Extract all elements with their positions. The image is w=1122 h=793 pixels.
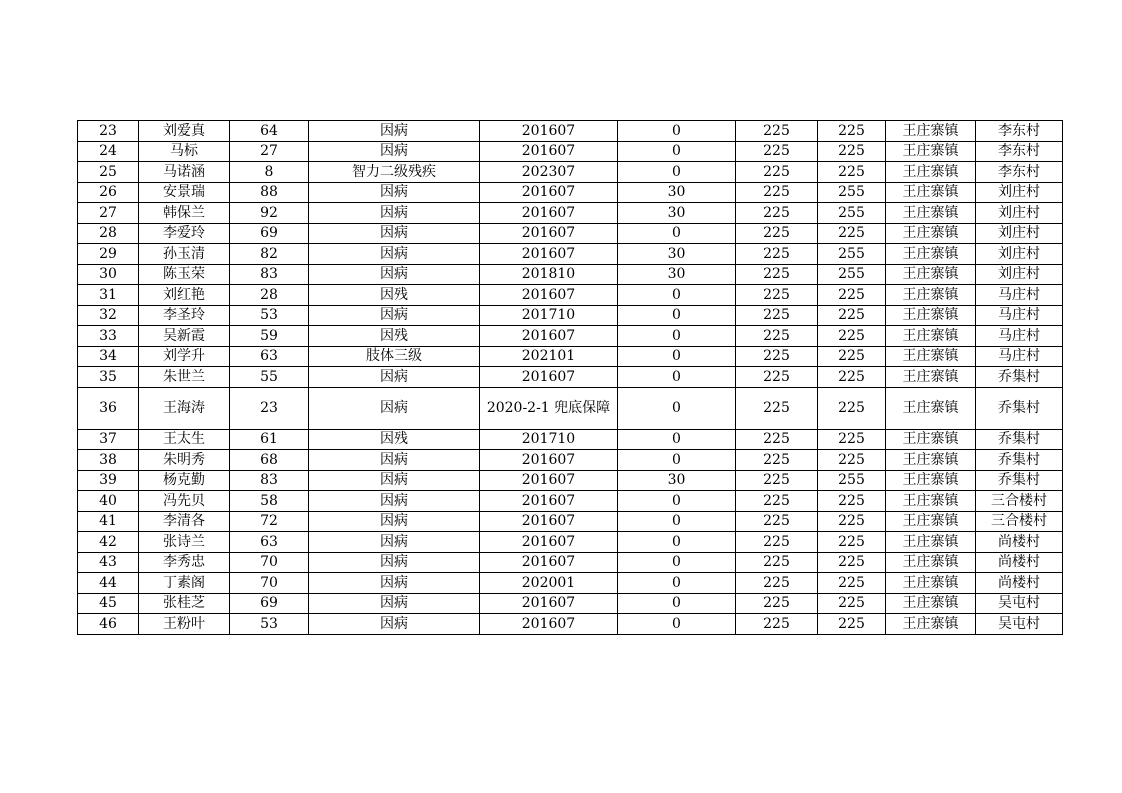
cell-reason: 因病 (309, 367, 480, 388)
cell-subsidy-total: 225 (818, 121, 886, 142)
cell-subsidy-base: 225 (736, 387, 818, 429)
cell-subsidy-extra: 0 (618, 367, 736, 388)
cell-subsidy-extra: 0 (618, 573, 736, 594)
cell-serial-number: 42 (78, 532, 139, 553)
cell-village: 三合楼村 (976, 511, 1063, 532)
cell-age: 70 (230, 552, 309, 573)
cell-start-date: 201607 (480, 593, 618, 614)
cell-town: 王庄寨镇 (886, 285, 976, 306)
cell-age: 63 (230, 532, 309, 553)
table-row (78, 305, 1063, 326)
cell-town: 王庄寨镇 (886, 244, 976, 265)
data-table (77, 120, 1063, 635)
cell-age: 63 (230, 346, 309, 367)
cell-village: 李东村 (976, 141, 1063, 162)
table-row (78, 203, 1063, 224)
table-row (78, 511, 1063, 532)
table-row (78, 264, 1063, 285)
cell-age: 83 (230, 264, 309, 285)
cell-town: 王庄寨镇 (886, 450, 976, 471)
cell-name: 刘红艳 (139, 285, 230, 306)
cell-subsidy-base: 225 (736, 244, 818, 265)
cell-subsidy-base: 225 (736, 121, 818, 142)
table-body (78, 121, 1063, 635)
cell-subsidy-extra: 0 (618, 511, 736, 532)
cell-subsidy-total: 225 (818, 593, 886, 614)
cell-subsidy-extra: 30 (618, 470, 736, 491)
cell-start-date: 202001 (480, 573, 618, 594)
cell-subsidy-base: 225 (736, 264, 818, 285)
cell-serial-number: 30 (78, 264, 139, 285)
table-row (78, 491, 1063, 512)
cell-age: 69 (230, 593, 309, 614)
cell-village: 乔集村 (976, 387, 1063, 429)
cell-town: 王庄寨镇 (886, 614, 976, 635)
cell-start-date: 201607 (480, 285, 618, 306)
table-row (78, 450, 1063, 471)
cell-reason: 因病 (309, 573, 480, 594)
cell-age: 83 (230, 470, 309, 491)
cell-age: 82 (230, 244, 309, 265)
cell-serial-number: 24 (78, 141, 139, 162)
cell-town: 王庄寨镇 (886, 532, 976, 553)
cell-subsidy-extra: 30 (618, 203, 736, 224)
cell-subsidy-extra: 0 (618, 305, 736, 326)
cell-reason: 因病 (309, 182, 480, 203)
cell-start-date: 202101 (480, 346, 618, 367)
cell-town: 王庄寨镇 (886, 264, 976, 285)
cell-subsidy-extra: 0 (618, 450, 736, 471)
cell-start-date: 201607 (480, 141, 618, 162)
cell-start-date: 201607 (480, 552, 618, 573)
cell-town: 王庄寨镇 (886, 511, 976, 532)
cell-name: 李爱玲 (139, 223, 230, 244)
table-row (78, 223, 1063, 244)
cell-village: 刘庄村 (976, 264, 1063, 285)
cell-name: 李圣玲 (139, 305, 230, 326)
cell-age: 72 (230, 511, 309, 532)
cell-town: 王庄寨镇 (886, 552, 976, 573)
cell-subsidy-total: 255 (818, 470, 886, 491)
cell-subsidy-extra: 0 (618, 141, 736, 162)
table-row (78, 532, 1063, 553)
cell-subsidy-base: 225 (736, 593, 818, 614)
cell-subsidy-base: 225 (736, 326, 818, 347)
cell-subsidy-total: 225 (818, 326, 886, 347)
cell-subsidy-total: 225 (818, 285, 886, 306)
cell-start-date: 201607 (480, 121, 618, 142)
cell-village: 尚楼村 (976, 532, 1063, 553)
cell-village: 李东村 (976, 121, 1063, 142)
cell-subsidy-base: 225 (736, 491, 818, 512)
cell-age: 53 (230, 614, 309, 635)
cell-reason: 智力二级残疾 (309, 162, 480, 183)
table-row (78, 121, 1063, 142)
cell-village: 乔集村 (976, 470, 1063, 491)
cell-subsidy-total: 225 (818, 346, 886, 367)
cell-subsidy-total: 225 (818, 552, 886, 573)
cell-reason: 因病 (309, 264, 480, 285)
cell-reason: 因病 (309, 305, 480, 326)
cell-town: 王庄寨镇 (886, 346, 976, 367)
table-row (78, 593, 1063, 614)
table-row (78, 141, 1063, 162)
cell-age: 92 (230, 203, 309, 224)
cell-subsidy-total: 225 (818, 141, 886, 162)
cell-town: 王庄寨镇 (886, 121, 976, 142)
cell-age: 58 (230, 491, 309, 512)
cell-reason: 因病 (309, 223, 480, 244)
cell-start-date: 201607 (480, 182, 618, 203)
cell-age: 68 (230, 450, 309, 471)
cell-serial-number: 34 (78, 346, 139, 367)
cell-reason: 因残 (309, 429, 480, 450)
cell-serial-number: 35 (78, 367, 139, 388)
cell-name: 朱明秀 (139, 450, 230, 471)
cell-name: 刘爱真 (139, 121, 230, 142)
table-row (78, 244, 1063, 265)
cell-subsidy-total: 225 (818, 305, 886, 326)
table-row (78, 346, 1063, 367)
cell-subsidy-total: 225 (818, 162, 886, 183)
cell-name: 刘学升 (139, 346, 230, 367)
cell-subsidy-base: 225 (736, 346, 818, 367)
table-row (78, 573, 1063, 594)
cell-reason: 因病 (309, 141, 480, 162)
cell-town: 王庄寨镇 (886, 141, 976, 162)
cell-subsidy-extra: 30 (618, 244, 736, 265)
cell-start-date: 201607 (480, 367, 618, 388)
cell-reason: 因病 (309, 532, 480, 553)
cell-name: 张桂芝 (139, 593, 230, 614)
cell-subsidy-extra: 0 (618, 614, 736, 635)
cell-age: 88 (230, 182, 309, 203)
cell-town: 王庄寨镇 (886, 573, 976, 594)
cell-name: 李秀忠 (139, 552, 230, 573)
table-row (78, 162, 1063, 183)
cell-village: 马庄村 (976, 285, 1063, 306)
cell-start-date: 201710 (480, 305, 618, 326)
cell-name: 冯先贝 (139, 491, 230, 512)
cell-subsidy-total: 225 (818, 367, 886, 388)
cell-reason: 因病 (309, 511, 480, 532)
cell-start-date: 201607 (480, 223, 618, 244)
cell-age: 64 (230, 121, 309, 142)
cell-start-date: 201607 (480, 532, 618, 553)
cell-village: 刘庄村 (976, 203, 1063, 224)
cell-start-date: 201607 (480, 511, 618, 532)
cell-subsidy-base: 225 (736, 223, 818, 244)
cell-reason: 因病 (309, 450, 480, 471)
cell-subsidy-extra: 0 (618, 532, 736, 553)
cell-reason: 因病 (309, 244, 480, 265)
table-row (78, 367, 1063, 388)
cell-town: 王庄寨镇 (886, 593, 976, 614)
cell-name: 马诺涵 (139, 162, 230, 183)
cell-name: 张诗兰 (139, 532, 230, 553)
cell-subsidy-extra: 30 (618, 182, 736, 203)
cell-subsidy-extra: 0 (618, 285, 736, 306)
cell-village: 刘庄村 (976, 223, 1063, 244)
cell-reason: 肢体三级 (309, 346, 480, 367)
cell-serial-number: 31 (78, 285, 139, 306)
cell-age: 70 (230, 573, 309, 594)
cell-reason: 因病 (309, 387, 480, 429)
cell-town: 王庄寨镇 (886, 470, 976, 491)
cell-age: 55 (230, 367, 309, 388)
cell-subsidy-base: 225 (736, 573, 818, 594)
cell-subsidy-extra: 0 (618, 121, 736, 142)
cell-reason: 因残 (309, 326, 480, 347)
cell-town: 王庄寨镇 (886, 367, 976, 388)
cell-reason: 因病 (309, 203, 480, 224)
cell-reason: 因病 (309, 491, 480, 512)
cell-serial-number: 32 (78, 305, 139, 326)
cell-village: 马庄村 (976, 346, 1063, 367)
cell-subsidy-base: 225 (736, 532, 818, 553)
cell-subsidy-extra: 0 (618, 346, 736, 367)
cell-village: 乔集村 (976, 429, 1063, 450)
cell-reason: 因病 (309, 593, 480, 614)
cell-name: 陈玉荣 (139, 264, 230, 285)
cell-town: 王庄寨镇 (886, 491, 976, 512)
cell-name: 韩保兰 (139, 203, 230, 224)
cell-start-date: 201607 (480, 203, 618, 224)
cell-reason: 因病 (309, 614, 480, 635)
cell-age: 27 (230, 141, 309, 162)
cell-age: 59 (230, 326, 309, 347)
cell-subsidy-total: 225 (818, 532, 886, 553)
cell-age: 53 (230, 305, 309, 326)
cell-subsidy-base: 225 (736, 285, 818, 306)
cell-subsidy-total: 225 (818, 614, 886, 635)
cell-subsidy-base: 225 (736, 162, 818, 183)
cell-subsidy-total: 225 (818, 511, 886, 532)
cell-subsidy-base: 225 (736, 511, 818, 532)
cell-start-date: 201607 (480, 450, 618, 471)
table-row (78, 470, 1063, 491)
cell-village: 吴屯村 (976, 614, 1063, 635)
cell-serial-number: 39 (78, 470, 139, 491)
cell-start-date: 201607 (480, 326, 618, 347)
table-row (78, 429, 1063, 450)
cell-subsidy-total: 255 (818, 182, 886, 203)
cell-age: 8 (230, 162, 309, 183)
cell-start-date: 201710 (480, 429, 618, 450)
cell-subsidy-base: 225 (736, 614, 818, 635)
cell-subsidy-base: 225 (736, 450, 818, 471)
table-row (78, 387, 1063, 429)
cell-start-date: 2020-2-1 兜底保障 (480, 387, 618, 429)
cell-serial-number: 28 (78, 223, 139, 244)
cell-start-date: 201607 (480, 614, 618, 635)
cell-reason: 因病 (309, 121, 480, 142)
cell-subsidy-extra: 0 (618, 491, 736, 512)
cell-serial-number: 37 (78, 429, 139, 450)
cell-age: 23 (230, 387, 309, 429)
table-row (78, 552, 1063, 573)
cell-village: 马庄村 (976, 305, 1063, 326)
cell-name: 王粉叶 (139, 614, 230, 635)
cell-reason: 因病 (309, 552, 480, 573)
cell-village: 三合楼村 (976, 491, 1063, 512)
cell-village: 尚楼村 (976, 552, 1063, 573)
cell-subsidy-extra: 0 (618, 223, 736, 244)
cell-village: 马庄村 (976, 326, 1063, 347)
cell-subsidy-base: 225 (736, 367, 818, 388)
cell-age: 69 (230, 223, 309, 244)
cell-name: 马标 (139, 141, 230, 162)
cell-serial-number: 44 (78, 573, 139, 594)
cell-town: 王庄寨镇 (886, 182, 976, 203)
cell-start-date: 201810 (480, 264, 618, 285)
cell-subsidy-total: 225 (818, 387, 886, 429)
cell-serial-number: 29 (78, 244, 139, 265)
cell-start-date: 201607 (480, 491, 618, 512)
cell-town: 王庄寨镇 (886, 162, 976, 183)
cell-name: 丁素阁 (139, 573, 230, 594)
cell-village: 李东村 (976, 162, 1063, 183)
cell-serial-number: 23 (78, 121, 139, 142)
cell-subsidy-total: 225 (818, 429, 886, 450)
cell-subsidy-extra: 0 (618, 387, 736, 429)
cell-subsidy-extra: 0 (618, 429, 736, 450)
cell-subsidy-base: 225 (736, 141, 818, 162)
cell-town: 王庄寨镇 (886, 387, 976, 429)
cell-subsidy-total: 255 (818, 244, 886, 265)
cell-start-date: 201607 (480, 470, 618, 491)
cell-serial-number: 46 (78, 614, 139, 635)
cell-name: 朱世兰 (139, 367, 230, 388)
cell-subsidy-extra: 30 (618, 264, 736, 285)
cell-serial-number: 33 (78, 326, 139, 347)
cell-serial-number: 41 (78, 511, 139, 532)
cell-age: 61 (230, 429, 309, 450)
cell-serial-number: 27 (78, 203, 139, 224)
cell-serial-number: 45 (78, 593, 139, 614)
table-row (78, 614, 1063, 635)
cell-village: 尚楼村 (976, 573, 1063, 594)
cell-village: 吴屯村 (976, 593, 1063, 614)
cell-name: 杨克勤 (139, 470, 230, 491)
cell-village: 乔集村 (976, 367, 1063, 388)
cell-reason: 因残 (309, 285, 480, 306)
cell-name: 孙玉清 (139, 244, 230, 265)
cell-subsidy-base: 225 (736, 429, 818, 450)
cell-subsidy-base: 225 (736, 552, 818, 573)
cell-town: 王庄寨镇 (886, 326, 976, 347)
cell-serial-number: 36 (78, 387, 139, 429)
cell-subsidy-total: 255 (818, 203, 886, 224)
cell-start-date: 202307 (480, 162, 618, 183)
cell-name: 王太生 (139, 429, 230, 450)
cell-serial-number: 40 (78, 491, 139, 512)
cell-subsidy-extra: 0 (618, 162, 736, 183)
cell-serial-number: 26 (78, 182, 139, 203)
cell-name: 吴新霞 (139, 326, 230, 347)
cell-subsidy-extra: 0 (618, 552, 736, 573)
cell-town: 王庄寨镇 (886, 429, 976, 450)
table-row (78, 182, 1063, 203)
cell-town: 王庄寨镇 (886, 223, 976, 244)
cell-town: 王庄寨镇 (886, 203, 976, 224)
cell-subsidy-total: 255 (818, 264, 886, 285)
cell-subsidy-base: 225 (736, 203, 818, 224)
cell-serial-number: 38 (78, 450, 139, 471)
cell-serial-number: 43 (78, 552, 139, 573)
cell-age: 28 (230, 285, 309, 306)
table-row (78, 326, 1063, 347)
cell-village: 刘庄村 (976, 182, 1063, 203)
cell-subsidy-extra: 0 (618, 326, 736, 347)
cell-subsidy-base: 225 (736, 182, 818, 203)
cell-subsidy-extra: 0 (618, 593, 736, 614)
cell-serial-number: 25 (78, 162, 139, 183)
cell-subsidy-total: 225 (818, 491, 886, 512)
cell-reason: 因病 (309, 470, 480, 491)
table-row (78, 285, 1063, 306)
cell-subsidy-total: 225 (818, 450, 886, 471)
cell-name: 安景瑞 (139, 182, 230, 203)
cell-village: 刘庄村 (976, 244, 1063, 265)
cell-subsidy-total: 225 (818, 573, 886, 594)
cell-subsidy-base: 225 (736, 470, 818, 491)
cell-subsidy-base: 225 (736, 305, 818, 326)
cell-subsidy-total: 225 (818, 223, 886, 244)
cell-start-date: 201607 (480, 244, 618, 265)
cell-town: 王庄寨镇 (886, 305, 976, 326)
cell-village: 乔集村 (976, 450, 1063, 471)
cell-name: 李清各 (139, 511, 230, 532)
cell-name: 王海涛 (139, 387, 230, 429)
